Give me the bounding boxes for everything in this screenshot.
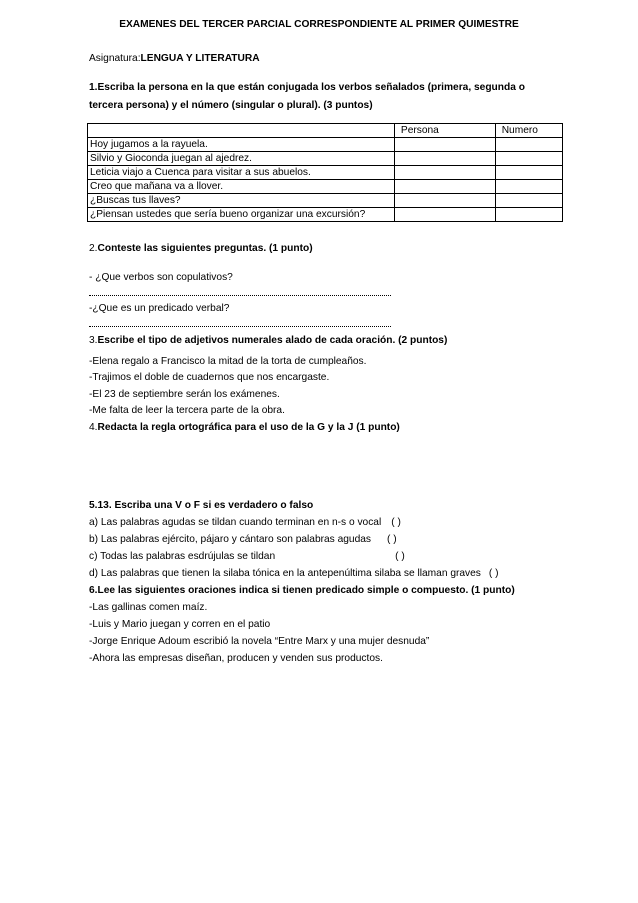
- q1-instruction-line2: tercera persona) y el número (singular o plural). (3 puntos): [89, 100, 373, 111]
- table-cell-numero[interactable]: [495, 194, 562, 208]
- table-cell-sentence: Creo que mañana va a llover.: [88, 180, 395, 194]
- q5-heading: 5.13. Escriba una V o F si es verdadero o falso: [89, 500, 314, 511]
- table-cell-numero[interactable]: [495, 152, 562, 166]
- answer-blank[interactable]: ( ): [395, 551, 405, 562]
- table-cell-numero[interactable]: [495, 138, 562, 152]
- q6-heading: 6.Lee las siguientes oraciones indica si tienen predicado simple o compuesto. (1 punto): [89, 585, 515, 596]
- subject-line: [89, 52, 260, 65]
- q3-item: -Trajimos el doble de cuadernos que nos encargaste.: [89, 372, 330, 383]
- table-cell-sentence: Leticia viajo a Cuenca para visitar a sus abuelos.: [88, 166, 395, 180]
- table-cell-sentence: ¿Piensan ustedes que sería bueno organizar una excursión?: [88, 208, 395, 222]
- table-header-persona: Persona: [394, 124, 495, 138]
- verbs-table: [87, 123, 563, 222]
- table-row: [88, 194, 563, 208]
- q2-heading: 2.Conteste las siguientes preguntas. (1 punto): [89, 243, 313, 254]
- table-row: [88, 208, 563, 222]
- answer-blank[interactable]: ( ): [387, 534, 397, 545]
- q6-item: -Ahora las empresas diseñan, producen y venden sus productos.: [89, 653, 383, 664]
- subject-value: LENGUA Y LITERATURA: [140, 53, 260, 64]
- table-cell-numero[interactable]: [495, 180, 562, 194]
- q1-instruction-line1: 1.Escriba la persona en la que están conjugada los verbos señalados (primera, segunda o: [89, 82, 525, 93]
- table-cell-persona[interactable]: [394, 166, 495, 180]
- q5-item: b) Las palabras ejército, pájaro y cántaro son palabras agudas ( ): [89, 534, 397, 545]
- q3-item: -El 23 de septiembre serán los exámenes.: [89, 389, 280, 400]
- exam-title: EXAMENES DEL TERCER PARCIAL CORRESPONDIENTE AL PRIMER QUIMESTRE: [119, 19, 519, 30]
- table-header-row: [88, 124, 563, 138]
- q3-item: -Me falta de leer la tercera parte de la obra.: [89, 405, 285, 416]
- subject-label: Asignatura:: [89, 53, 141, 64]
- table-header-cell: [88, 124, 395, 138]
- table-row: [88, 138, 563, 152]
- table-cell-persona[interactable]: [394, 138, 495, 152]
- q5-item: a) Las palabras agudas se tildan cuando terminan en n-s o vocal ( ): [89, 517, 401, 528]
- table-cell-numero[interactable]: [495, 166, 562, 180]
- table-cell-sentence: ¿Buscas tus llaves?: [88, 194, 395, 208]
- q6-item: -Las gallinas comen maíz.: [89, 602, 208, 613]
- q3-heading: 3.Escribe el tipo de adjetivos numerales alado de cada oración. (2 puntos): [89, 335, 448, 346]
- q2-item: - ¿Que verbos son copulativos?: [89, 272, 233, 283]
- table-cell-sentence: Silvio y Gioconda juegan al ajedrez.: [88, 152, 395, 166]
- table-cell-persona[interactable]: [394, 180, 495, 194]
- q5-item: d) Las palabras que tienen la silaba tónica en la antepenúltima silaba se llaman graves ( ): [89, 568, 499, 579]
- q3-item: -Elena regalo a Francisco la mitad de la torta de cumpleaños.: [89, 356, 367, 367]
- answer-line[interactable]: [89, 295, 391, 296]
- table-row: [88, 166, 563, 180]
- answer-blank[interactable]: ( ): [488, 568, 499, 579]
- table-cell-persona[interactable]: [394, 194, 495, 208]
- table-row: [88, 180, 563, 194]
- q2-item: -¿Que es un predicado verbal?: [89, 303, 230, 314]
- q6-item: -Jorge Enrique Adoum escribió la novela “Entre Marx y una mujer desnuda”: [89, 636, 430, 647]
- table-row: [88, 152, 563, 166]
- table-header-numero: Numero: [495, 124, 562, 138]
- q5-item: c) Todas las palabras esdrújulas se tildan ( ): [89, 551, 405, 562]
- q6-item: -Luis y Mario juegan y corren en el patio: [89, 619, 271, 630]
- table-cell-sentence: Hoy jugamos a la rayuela.: [88, 138, 395, 152]
- answer-blank[interactable]: ( ): [391, 517, 401, 528]
- table-cell-persona[interactable]: [394, 208, 495, 222]
- table-cell-persona[interactable]: [394, 152, 495, 166]
- answer-line[interactable]: [89, 326, 391, 327]
- q4-heading: 4.Redacta la regla ortográfica para el uso de la G y la J (1 punto): [89, 422, 400, 433]
- table-cell-numero[interactable]: [495, 208, 562, 222]
